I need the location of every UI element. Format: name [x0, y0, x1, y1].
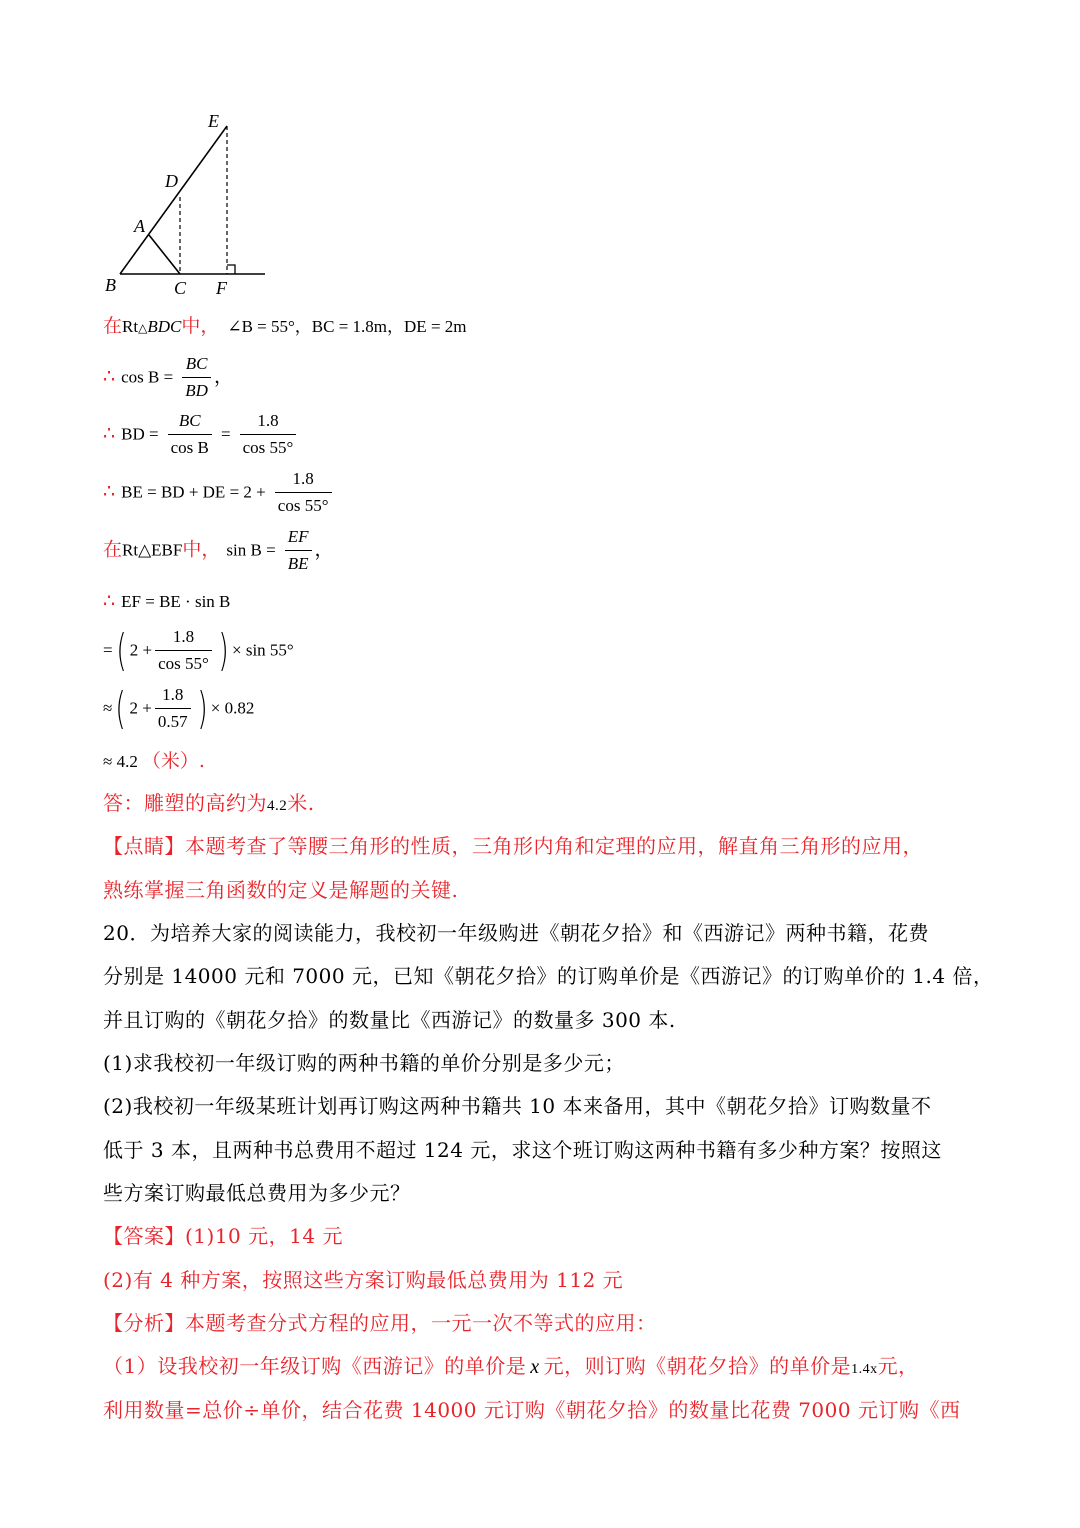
fraction-ef-be — [285, 527, 312, 574]
text-zhong: 中， — [182, 538, 221, 561]
givens: ∠B = 55°，BC = 1.8m，DE = 2m — [227, 317, 467, 336]
geometry-figure — [95, 105, 280, 300]
solution-line-2 — [103, 354, 233, 401]
fraction-bc-bd — [182, 354, 211, 401]
dianjing-line-2: 熟练掌握三角函数的定义是解题的关键. — [103, 878, 459, 902]
solution-line-5 — [103, 527, 334, 574]
therefore-symbol: ∴ — [103, 590, 116, 612]
numerator: 1.8 — [257, 411, 279, 430]
answer-text: 答：雕塑的高约为 — [103, 791, 267, 815]
fraction-bc-cosb — [168, 411, 212, 458]
therefore-symbol: ∴ — [103, 365, 116, 388]
solution-line-8 — [103, 682, 255, 734]
right-angle-mark — [227, 265, 235, 274]
text-zai: 在 — [103, 315, 123, 337]
answer-value: 4.2 — [267, 798, 288, 814]
ef-expr: EF = BE · sin B — [121, 592, 231, 611]
tri-ebf: Rt△EBF — [122, 540, 183, 560]
equals: = — [103, 640, 113, 660]
answer20-line-1: 【答案】(1)10 元，14 元 — [103, 1224, 343, 1248]
label-b: B — [105, 275, 116, 295]
tri-symbol: △ — [138, 321, 148, 335]
answer20-line-2: (2)有 4 种方案，按照这些方案订购最低总费用为 112 元 — [103, 1268, 624, 1292]
dianjing-line-1: 【点睛】本题考查了等腰三角形的性质，三角形内角和定理的应用，解直角三角形的应用， — [103, 834, 923, 858]
solution-line-1 — [103, 314, 467, 340]
q20-line-1: 20．为培养大家的阅读能力，我校初一年级购进《朝花夕拾》和《西游记》两种书籍，花费 — [103, 921, 929, 945]
comma: ， — [314, 538, 334, 561]
therefore-symbol: ∴ — [103, 422, 116, 445]
numerator: 1.8 — [162, 685, 184, 704]
two-plus: 2 + — [129, 698, 152, 718]
denominator: BD — [182, 377, 211, 401]
unit-mi: （米）. — [141, 750, 205, 772]
denominator: 0.57 — [155, 708, 191, 732]
label-f: F — [216, 278, 227, 298]
fraction-18-cos55 — [275, 469, 332, 516]
text-zhong: 中， — [181, 315, 220, 337]
q20-line-2: 分别是 14000 元和 7000 元，已知《朝花夕拾》的订购单价是《西游记》的订购单价的 1.4 倍， — [103, 964, 994, 988]
cos-lhs: cos B = — [121, 367, 174, 387]
numerator: BC — [178, 411, 201, 430]
numerator: EF — [287, 527, 309, 546]
solution-line-7 — [103, 624, 294, 676]
q20-line-7: 些方案订购最低总费用为多少元？ — [103, 1181, 411, 1205]
numerator: 1.8 — [172, 627, 195, 646]
solution-line-6 — [103, 589, 230, 614]
two-plus: 2 + — [129, 640, 153, 660]
left-paren: ( — [115, 682, 127, 734]
sin-lhs: sin B = — [226, 540, 276, 560]
text-zai: 在 — [103, 538, 123, 561]
answer-tail: 米. — [287, 791, 315, 815]
numerator: 1.8 — [292, 469, 314, 488]
q20-line-6: 低于 3 本，且两种书总费用不超过 124 元，求这个班订购这两种书籍有多少种方案？按照这 — [103, 1138, 942, 1162]
analysis20-line-2 — [103, 1354, 919, 1382]
analysis20-line-1: 【分析】本题考查分式方程的应用，一元一次不等式的应用： — [103, 1311, 657, 1335]
therefore-symbol: ∴ — [103, 480, 116, 503]
tri-name: BDC — [147, 317, 182, 336]
fraction-18-057 — [155, 685, 191, 732]
fraction-18-cos55 — [155, 627, 212, 674]
analysis-text-d: 元， — [877, 1354, 919, 1378]
analysis-text-a: （1）设我校初一年级订购《西游记》的单价是 — [103, 1354, 527, 1378]
left-paren: ( — [116, 624, 127, 676]
solution-line-4 — [103, 469, 335, 516]
answer-line — [103, 791, 315, 818]
label-d: D — [165, 171, 178, 191]
approx-value: ≈ 4.2 — [103, 752, 138, 771]
analysis20-line-3: 利用数量=总价÷单价，结合花费 14000 元订购《朝花夕拾》的数量比花费 7000 元订购《西 — [103, 1398, 961, 1422]
denominator: cos 55° — [275, 492, 332, 516]
segment-ac — [149, 235, 180, 274]
right-paren: ) — [197, 682, 208, 734]
q20-line-5: (2)我校初一年级某班计划再订购这两种书籍共 10 本来备用，其中《朝花夕拾》订购数量不 — [103, 1094, 932, 1118]
label-c: C — [174, 278, 187, 298]
times-sin55: × sin 55° — [232, 640, 294, 660]
denominator: cos 55° — [155, 650, 212, 674]
right-paren: ) — [218, 624, 229, 676]
numerator: BC — [185, 354, 208, 373]
approx: ≈ — [103, 698, 113, 718]
comma: ， — [213, 365, 233, 388]
solution-line-9 — [103, 749, 205, 774]
q20-line-4: (1)求我校初一年级订购的两种书籍的单价分别是多少元； — [103, 1051, 625, 1075]
analysis-text-b: 元，则订购《朝花夕拾》的单价是 — [543, 1354, 852, 1378]
q20-line-3: 并且订购的《朝花夕拾》的数量比《西游记》的数量多 300 本. — [103, 1008, 676, 1032]
fraction-18-cos55 — [240, 411, 297, 458]
expr-14x: 1.4x — [851, 1362, 878, 1377]
bd-lhs: BD = — [121, 424, 159, 444]
ray-be — [120, 126, 227, 274]
times-082: × 0.82 — [210, 698, 255, 718]
denominator: cos B — [168, 434, 212, 458]
tri-rt: Rt — [122, 317, 139, 336]
denominator: BE — [285, 550, 312, 574]
be-lhs: BE = BD + DE = 2 + — [121, 482, 266, 502]
label-e: E — [208, 111, 219, 131]
solution-line-3 — [103, 411, 299, 458]
label-a: A — [134, 216, 145, 236]
equals: = — [220, 424, 231, 444]
var-x: x — [530, 1356, 540, 1378]
denominator: cos 55° — [240, 434, 297, 458]
